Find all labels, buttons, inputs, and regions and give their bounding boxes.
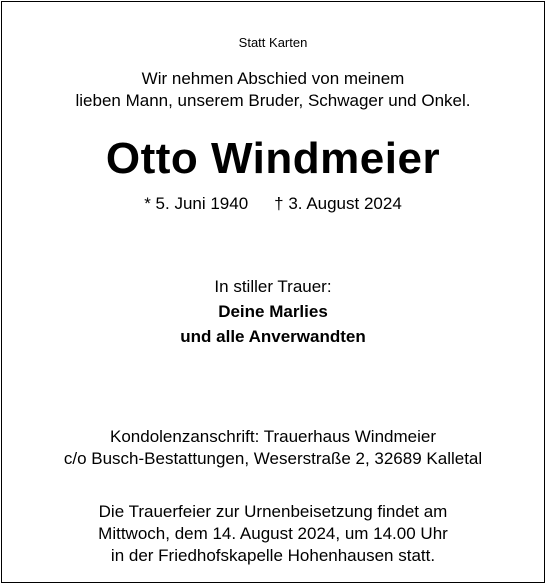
condolence-line-1: Kondolenzanschrift: Trauerhaus Windmeier [110,427,436,446]
obituary-notice [1,1,545,583]
funeral-line-1: Die Trauerfeier zur Urnenbeisetzung findet am [98,502,448,521]
farewell-line-2: lieben Mann, unserem Bruder, Schwager und Onkel. [75,91,471,110]
life-dates [2,194,544,214]
birth-date: * 5. Juni 1940 [144,194,249,213]
funeral-line-3: in der Friedhofskapelle Hohenhausen statt. [110,546,436,565]
intro-small: Statt Karten [238,35,308,50]
death-date: † 3. August 2024 [274,194,402,213]
condolence-line-2: c/o Busch-Bestattungen, Weserstraße 2, 32689 Kalletal [63,449,483,468]
mourners-line-2: und alle Anverwandten [180,327,366,346]
farewell-line-1: Wir nehmen Abschied von meinem [141,69,405,88]
deceased-name: Otto Windmeier [105,134,441,183]
mourners-intro: In stiller Trauer: [214,277,332,296]
mourners-line-1: Deine Marlies [218,302,328,321]
funeral-line-2: Mittwoch, dem 14. August 2024, um 14.00 Uhr [98,524,448,543]
